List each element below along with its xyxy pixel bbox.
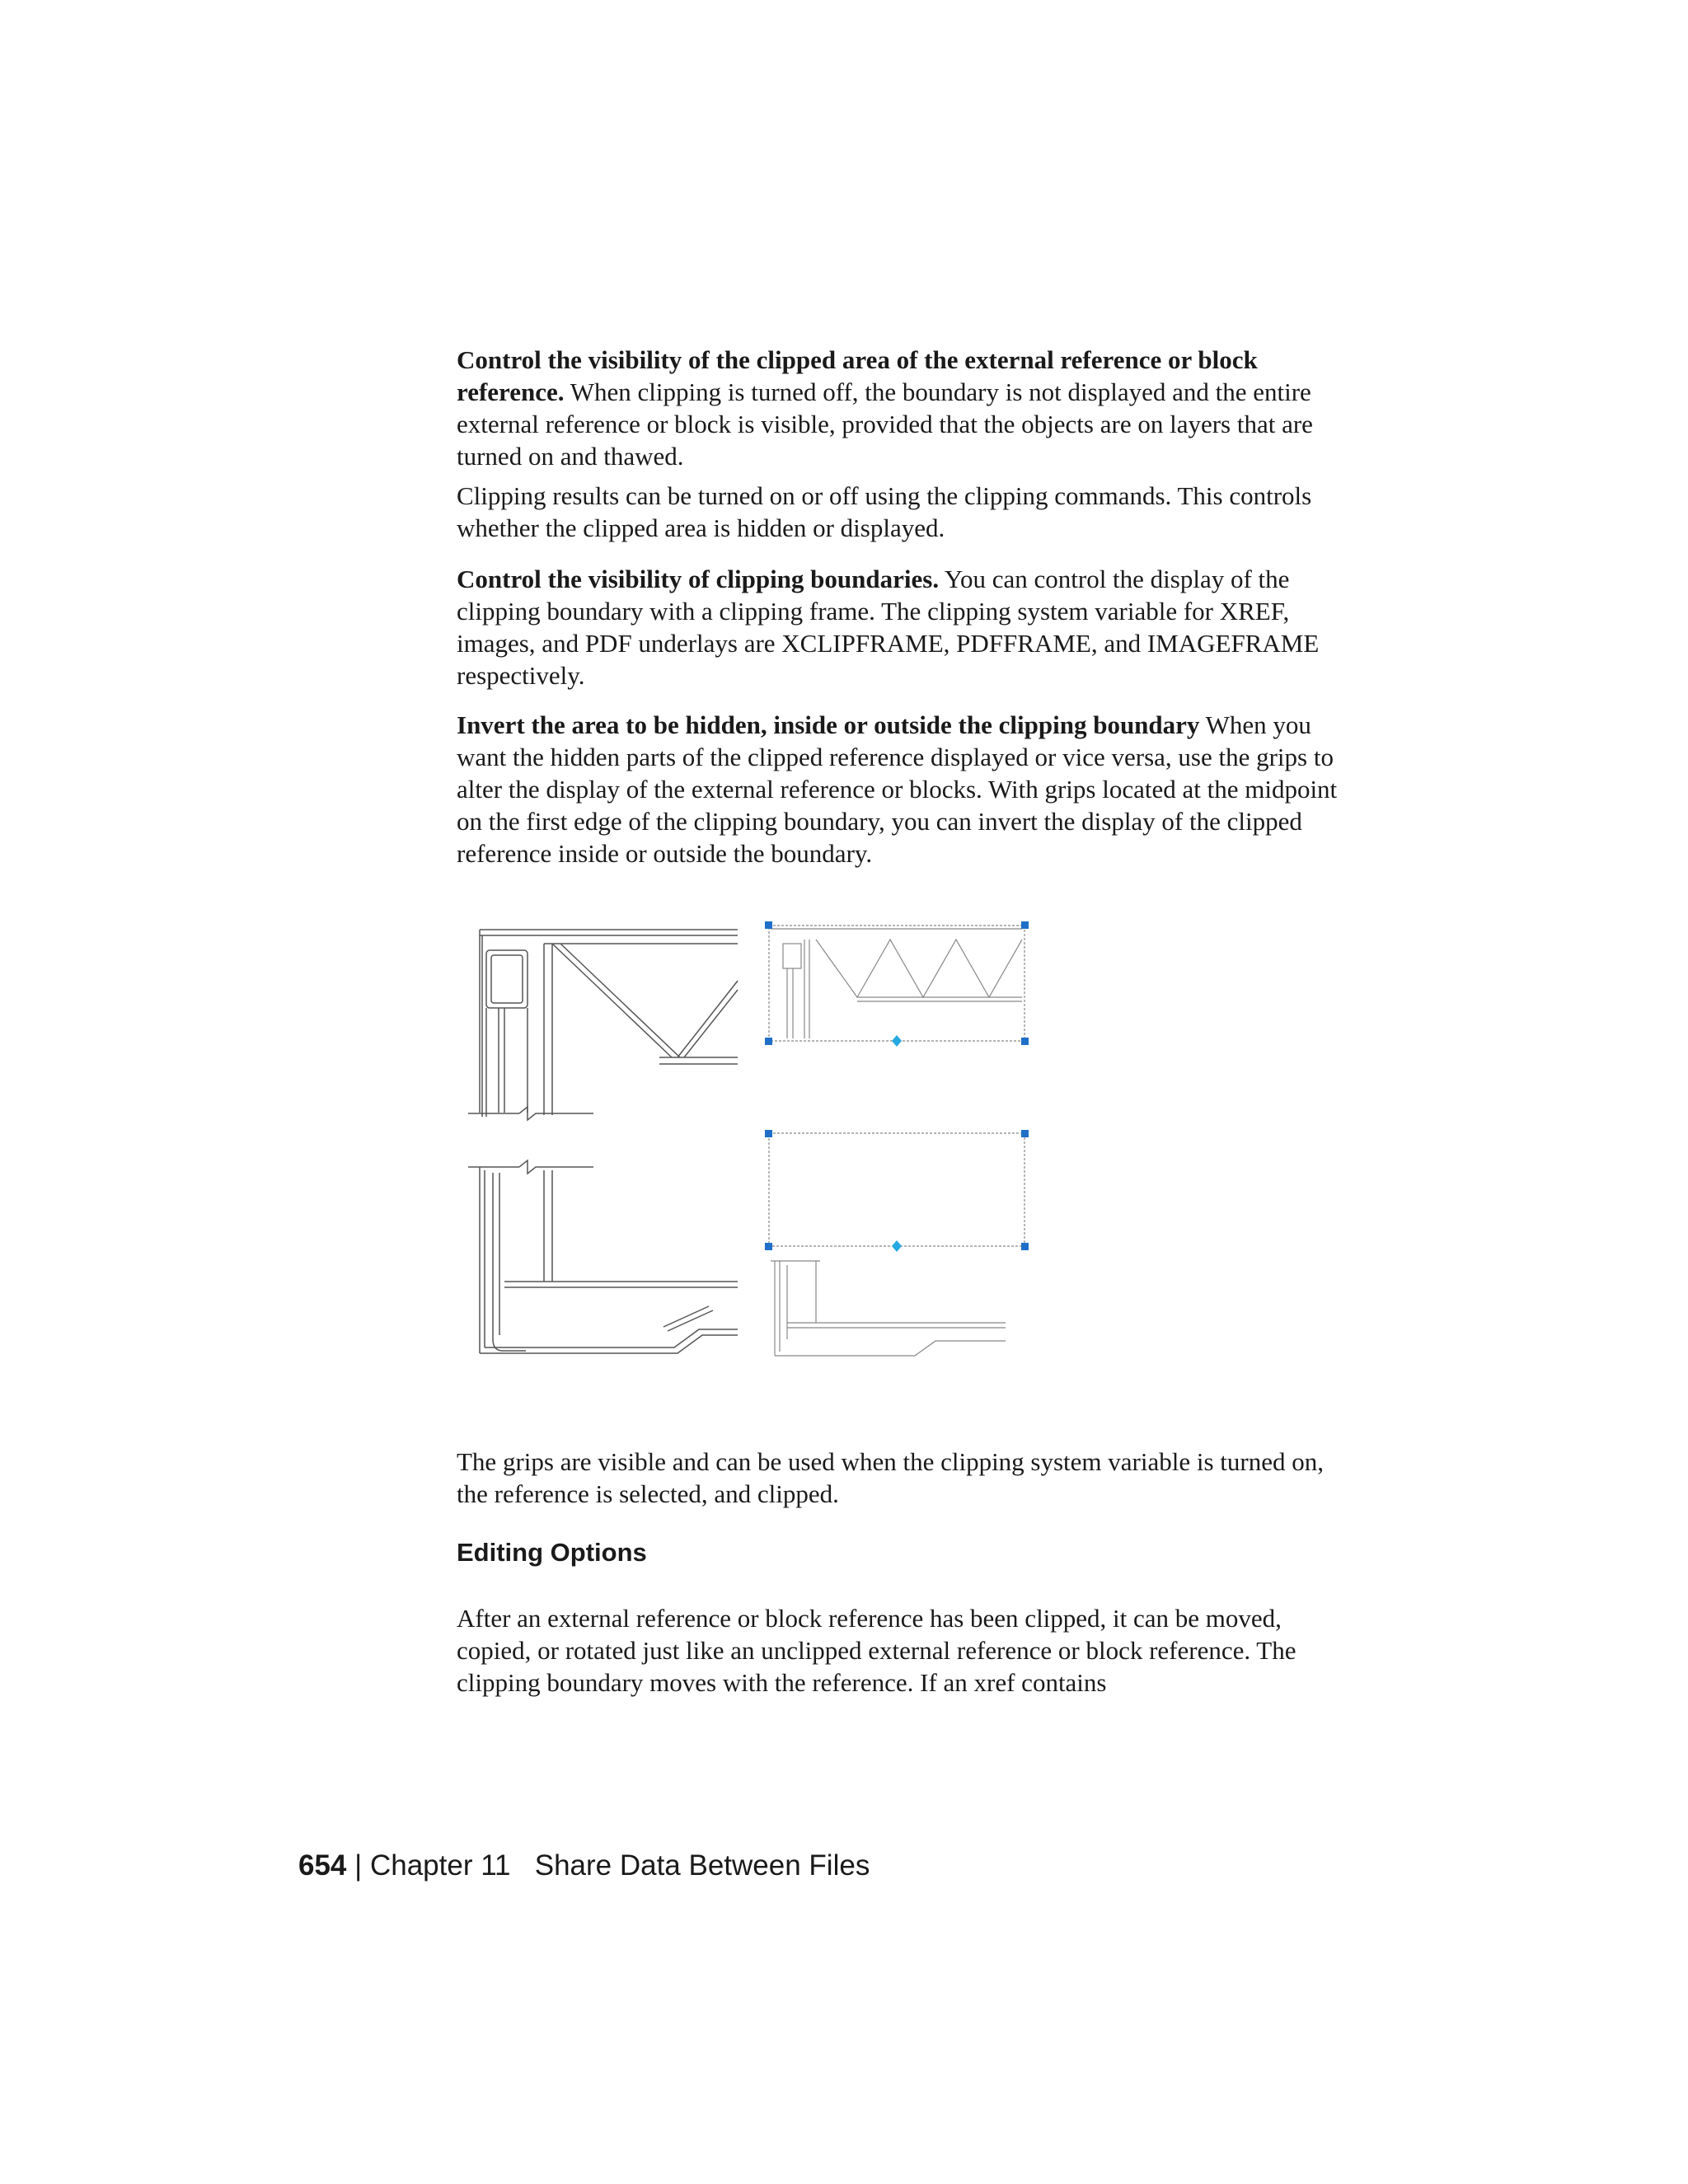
corner-grip[interactable]	[1021, 1243, 1029, 1250]
paragraph-lead: Control the visibility of the clipped area of the external reference or block reference.	[457, 345, 1258, 406]
corner-grip[interactable]	[765, 1243, 772, 1250]
section-heading: Editing Options	[457, 1538, 647, 1567]
corner-grip[interactable]	[765, 921, 772, 929]
paragraph-editing-options	[457, 1602, 1347, 1699]
paragraph-grips-visible	[457, 1446, 1347, 1510]
page-footer	[298, 1849, 870, 1882]
paragraph-lead: Control the visibility of clipping boundaries.	[457, 565, 940, 593]
clipping-figure	[462, 911, 1039, 1376]
corner-grip[interactable]	[1021, 921, 1029, 929]
detail-column-truss	[468, 930, 738, 1120]
paragraph-text: After an external reference or block reference has been clipped, it can be moved, copied, or rotated just like an unclipped external reference or block reference. The clipping boundary moves with the reference. If an xref contains	[457, 1604, 1296, 1697]
paragraph-lead: Invert the area to be hidden, inside or outside the clipping boundary	[457, 710, 1200, 739]
paragraph-text: When you want the hidden parts of the clipped reference displayed or vice versa, use the grips to alter the display of the external reference or blocks. With grips located at the midpoint on the first edge of the clipping boundary, you can invert the display of the clipped reference inside or outside the boundary.	[457, 710, 1338, 868]
chapter-label: Chapter 11	[369, 1849, 511, 1882]
footer-separator: |	[346, 1849, 370, 1882]
paragraph-xclip-visibility	[457, 344, 1347, 472]
clip-grips-bottom[interactable]	[765, 1130, 1029, 1252]
clipped-reference-preview	[769, 926, 1025, 1041]
paragraph-text: When clipping is turned off, the boundary is not displayed and the entire external reference or block is visible, provided that the objects are on layers that are turned on and thawed.	[457, 377, 1313, 471]
invert-clip-grip[interactable]	[892, 1035, 902, 1047]
paragraph-clipping-commands	[457, 480, 1347, 544]
page-number: 654	[298, 1849, 347, 1882]
paragraph-text: You can control the display of the clipping boundary with a clipping frame. The clipping system variable for XREF, images, and PDF underlays are XCLIPFRAME, PDFFRAME, and IMAGEFRAME respectively.	[457, 565, 1320, 690]
chapter-title: Share Data Between Files	[534, 1849, 870, 1882]
corner-grip[interactable]	[1021, 1130, 1029, 1137]
paragraph-clipping-frame	[457, 563, 1347, 691]
corner-grip[interactable]	[765, 1130, 772, 1137]
detail-wall-slab	[468, 1160, 738, 1353]
paragraph-text: Clipping results can be turned on or off using the clipping commands. This controls whether the clipped area is hidden or displayed.	[457, 481, 1312, 542]
invert-clip-grip[interactable]	[892, 1240, 902, 1252]
paragraph-invert-clip	[457, 709, 1347, 869]
paragraph-text: The grips are visible and can be used when the clipping system variable is turned on, the reference is selected, and clipped.	[457, 1447, 1324, 1508]
clipping-illustration	[462, 911, 1039, 1376]
corner-grip[interactable]	[1021, 1038, 1029, 1045]
corner-grip[interactable]	[765, 1038, 772, 1045]
